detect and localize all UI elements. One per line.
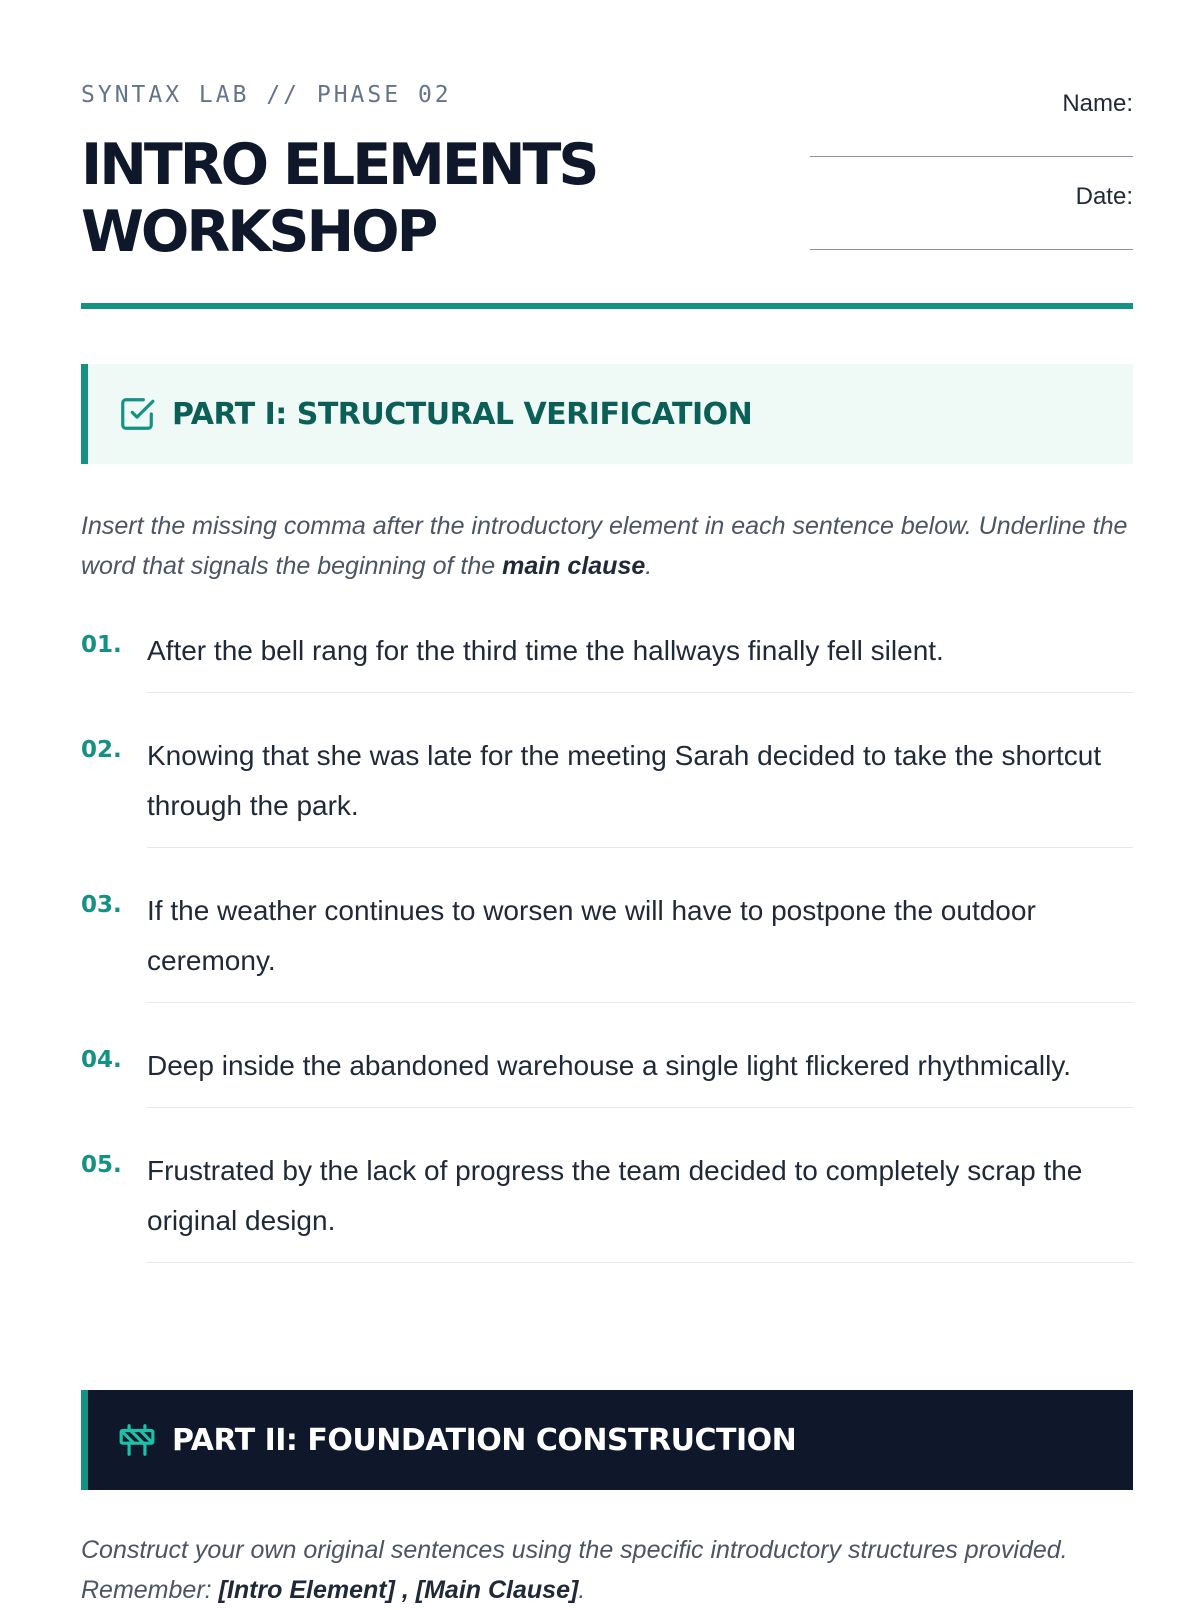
barrier-icon bbox=[118, 1421, 156, 1459]
part-2-instructions-end: . bbox=[578, 1576, 586, 1604]
part-1-header bbox=[81, 364, 1133, 464]
name-underline bbox=[810, 156, 1133, 157]
exercise-item[interactable] bbox=[81, 626, 1133, 693]
page-title-line-1: INTRO ELEMENTS bbox=[81, 132, 597, 198]
exercise-number: 05. bbox=[81, 1152, 122, 1178]
name-field[interactable] bbox=[810, 90, 1133, 156]
exercise-item[interactable] bbox=[81, 1146, 1133, 1263]
part-1-instructions-end: . bbox=[645, 552, 653, 580]
part-1-instructions-emphasis: main clause bbox=[502, 552, 646, 580]
part-1-instructions-text: Insert the missing comma after the introductory element in each sentence below. Underline the word that signals the beginning of the bbox=[81, 512, 1128, 580]
exercise-number: 01. bbox=[81, 632, 122, 658]
exercise-number: 04. bbox=[81, 1047, 122, 1073]
exercise-item[interactable] bbox=[81, 886, 1133, 1003]
eyebrow-label: SYNTAX LAB // PHASE 02 bbox=[81, 82, 452, 108]
exercise-sentence[interactable]: Deep inside the abandoned warehouse a single light flickered rhythmically. bbox=[147, 1041, 1133, 1108]
part-2-title: PART II: FOUNDATION CONSTRUCTION bbox=[172, 1422, 797, 1458]
name-label: Name: bbox=[1062, 90, 1133, 117]
exercise-number: 02. bbox=[81, 737, 122, 763]
part-2-instructions bbox=[81, 1530, 1133, 1610]
date-label: Date: bbox=[1075, 183, 1133, 210]
page-title-line-2: WORKSHOP bbox=[81, 199, 436, 265]
date-underline bbox=[810, 249, 1133, 250]
exercise-sentence[interactable]: After the bell rang for the third time the hallways finally fell silent. bbox=[147, 626, 1133, 693]
part-2-header bbox=[81, 1390, 1133, 1490]
exercise-sentence[interactable]: Frustrated by the lack of progress the team decided to completely scrap the original design. bbox=[147, 1146, 1133, 1263]
part-2-instructions-emphasis: [Intro Element] , [Main Clause] bbox=[218, 1576, 579, 1604]
part-1-instructions bbox=[81, 506, 1133, 586]
exercise-number: 03. bbox=[81, 892, 122, 918]
exercise-list bbox=[81, 626, 1133, 1263]
checkbox-check-icon bbox=[118, 395, 156, 433]
date-field[interactable] bbox=[810, 183, 1133, 249]
exercise-item[interactable] bbox=[81, 1041, 1133, 1108]
exercise-sentence[interactable]: Knowing that she was late for the meeting Sarah decided to take the shortcut through the park. bbox=[147, 731, 1133, 848]
exercise-item[interactable] bbox=[81, 731, 1133, 848]
exercise-sentence[interactable]: If the weather continues to worsen we will have to postpone the outdoor ceremony. bbox=[147, 886, 1133, 1003]
header-divider bbox=[81, 303, 1133, 309]
part-2-instructions-text: Construct your own original sentences using the specific introductory structures provided. Remember: bbox=[81, 1536, 1068, 1604]
part-1-title: PART I: STRUCTURAL VERIFICATION bbox=[172, 396, 753, 432]
page-title bbox=[81, 132, 596, 266]
